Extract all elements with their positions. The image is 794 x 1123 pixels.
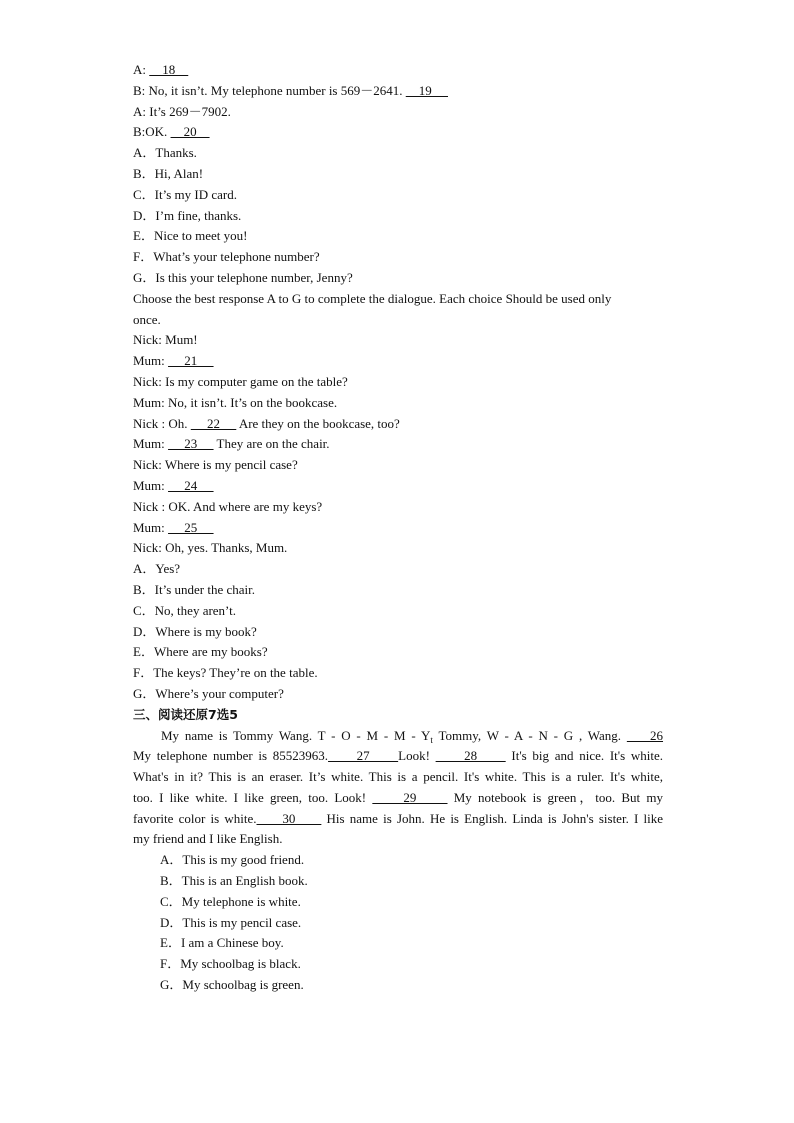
answer-blank-30: 30 <box>256 810 322 826</box>
option-item: D．I’m fine, thanks. <box>133 207 242 223</box>
answer-blank-29: 29 <box>372 789 448 805</box>
dialogue-line: Nick : OK. And where are my keys? <box>133 498 323 514</box>
passage-line-1: My name is Tommy Wang. T - O - M - M - $Y_t$ Tommy, W - A - N - G , Wang. 26 <box>161 727 664 745</box>
dialogue-line: Mum: 24 <box>133 477 214 493</box>
option-item: E．Where are my books? <box>133 644 268 660</box>
passage-line-4: too. I like white. I like green, too. Look! 29 My notebook is green，too. But my <box>133 789 663 805</box>
dialogue-line: Mum: 25 <box>133 519 214 535</box>
answer-blank-18: 18 <box>149 62 189 77</box>
option-item: F．My schoolbag is black. <box>160 956 301 972</box>
answer-blank-26: 26 <box>626 727 664 743</box>
dialogue-line: Nick: Where is my pencil case? <box>133 457 298 473</box>
option-item: A．Thanks. <box>133 145 197 161</box>
answer-blank-27: 27 <box>328 748 399 764</box>
option-item: G．Where’s your computer? <box>133 685 284 701</box>
passage-line-3: What's in it? This is an eraser. It’s white. This is a pencil. It's white. This is a ruler. It's white, <box>133 769 663 785</box>
options-list-1 <box>133 143 663 289</box>
option-item: B．Hi, Alan! <box>133 165 204 181</box>
option-item: G．My schoolbag is green. <box>160 977 304 993</box>
answer-blank-19: 19 <box>405 82 448 98</box>
option-item: G．Is this your telephone number, Jenny? <box>133 269 353 285</box>
dialogue-line: Nick: Is my computer game on the table? <box>133 373 348 389</box>
dialogue-1 <box>133 60 663 143</box>
answer-blank-20: 20 <box>170 124 210 140</box>
dialogue-line: Mum: 21 <box>133 353 214 369</box>
option-item: E．Nice to meet you! <box>133 228 248 244</box>
option-item: F．What’s your telephone number? <box>133 249 320 265</box>
answer-blank-23: 23 <box>168 436 214 452</box>
passage-line-2: My telephone number is 85523963. 27 Look! 28 It's big and nice. It's white. <box>133 748 664 764</box>
option-item: E．I am a Chinese boy. <box>160 935 284 951</box>
instruction <box>133 289 663 331</box>
dialogue-line: Mum: No, it isn’t. It’s on the bookcase. <box>133 394 338 410</box>
passage-line-5: favorite color is white. 30 His name is John. He is English. Linda is John's sister. I like <box>133 810 664 826</box>
answer-blank-24: 24 <box>168 477 214 493</box>
answer-blank-25: 25 <box>168 519 214 535</box>
answer-blank-22: 22 <box>190 415 237 431</box>
worksheet-page <box>133 60 663 996</box>
dialogue-line: A: It’s 269－7902. <box>133 103 231 119</box>
option-item: B．It’s under the chair. <box>133 581 256 597</box>
option-item: D．This is my pencil case. <box>160 914 302 930</box>
dialogue-line: Nick: Oh, yes. Thanks, Mum. <box>133 540 288 556</box>
option-item: B．This is an English book. <box>160 873 308 889</box>
options-list-3 <box>133 850 663 996</box>
option-item: A．This is my good friend. <box>160 852 305 868</box>
option-item: C．No, they aren’t. <box>133 602 237 618</box>
instruction-line-1: Choose the best response A to G to complete the dialogue. Each choice Should be used only <box>133 290 612 306</box>
option-item: A．Yes? <box>133 561 181 577</box>
dialogue-line: B: No, it isn’t. My telephone number is 569－2641. 19 <box>133 82 448 98</box>
option-item: C．My telephone is white. <box>160 893 301 909</box>
reading-passage <box>133 726 663 851</box>
dialogue-2 <box>133 330 663 559</box>
answer-blank-21: 21 <box>168 353 214 369</box>
option-item: F．The keys? They’re on the table. <box>133 665 318 681</box>
answer-blank-28: 28 <box>435 748 506 764</box>
dialogue-line: Nick: Mum! <box>133 332 198 348</box>
instruction-line-2: once. <box>133 311 161 327</box>
dialogue-line: Nick : Oh. 22 Are they on the bookcase, too? <box>133 415 400 431</box>
option-item: D．Where is my book? <box>133 623 257 639</box>
options-list-2 <box>133 559 663 705</box>
dialogue-line: B:OK. 20 <box>133 124 210 140</box>
option-item: C．It’s my ID card. <box>133 186 237 202</box>
dialogue-line: Mum: 23 They are on the chair. <box>133 436 330 452</box>
section-heading: 三、阅读还原7选5 <box>133 706 238 722</box>
dialogue-line: A: 18 <box>133 62 189 77</box>
passage-line-6: my friend and I like English. <box>133 831 283 847</box>
